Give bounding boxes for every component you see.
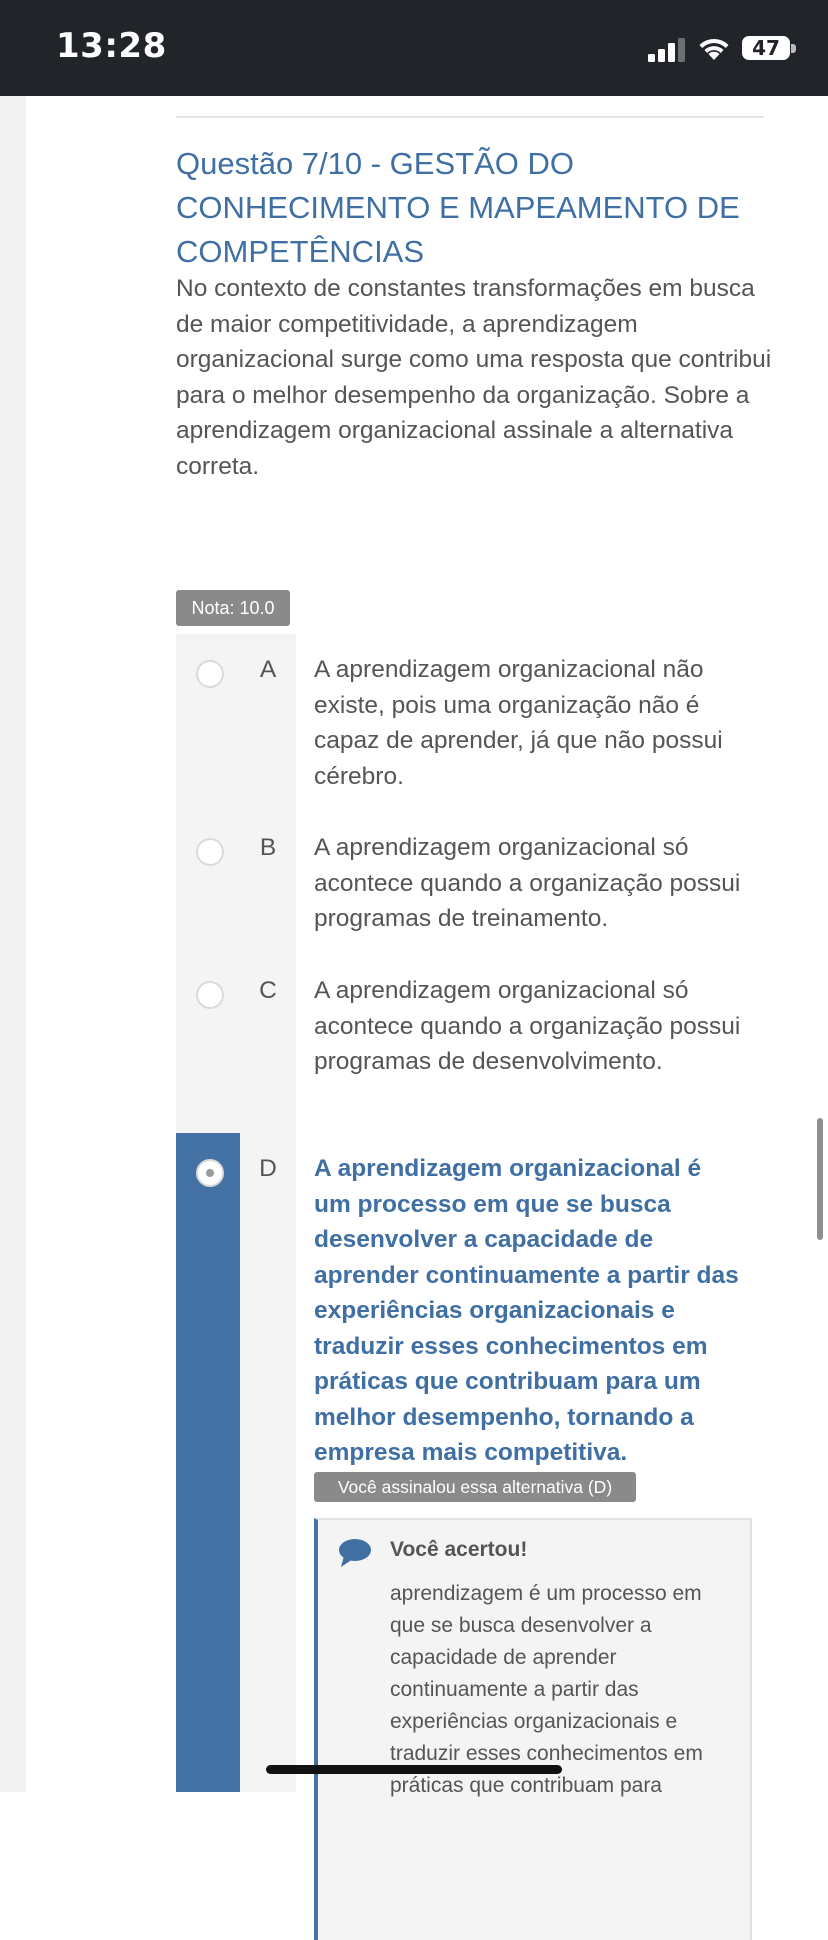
option-b-text: A aprendizagem organizacional só acontece quando a organização possui programas de treinamento. (314, 834, 741, 932)
left-gutter (0, 96, 26, 1792)
question-text: No contexto de constantes transformações em busca de maior competitividade, a aprendizagem organizacional surge como uma resposta que contribui para o melhor desempenho da organização. Sobre a aprendizagem organizacional assinale a alternativa correta. (176, 275, 772, 480)
cellular-signal-icon (648, 38, 688, 62)
option-a-text: A aprendizagem organizacional não existe, pois uma organização não é capaz de aprender, já que não possui cérebro. (314, 656, 723, 790)
question-title: Questão 7/10 - GESTÃO DO CONHECIMENTO E MAPEAMENTO DE COMPETÊNCIAS (176, 146, 740, 269)
battery-tip (791, 44, 796, 53)
option-a-letter: A (259, 656, 277, 683)
feedback-box (314, 1518, 752, 1940)
option-d-radio-column (176, 1133, 240, 1792)
option-d-text: A aprendizagem organizacional é um processo em que se busca desenvolver a capacidade de aprender continuamente a partir das experiências organizacionais e traduzir esses conhecimentos em práticas que contribuam para um melhor desempenho, tornando a empresa mais competitiva. (314, 1155, 739, 1466)
status-time: 13:28 (56, 26, 167, 66)
scrollbar[interactable] (817, 1118, 823, 1240)
option-b-letter: B (259, 834, 277, 861)
option-c[interactable] (176, 955, 764, 1133)
status-bar (0, 0, 828, 96)
option-c-text: A aprendizagem organizacional só acontece quando a organização possui programas de desenvolvimento. (314, 977, 741, 1075)
option-d-radio-dot (206, 1169, 214, 1177)
grade-badge: Nota: 10.0 (176, 590, 290, 626)
feedback-text: aprendizagem é um processo em que se busca desenvolver a capacidade de aprender continuamente a partir das experiências organizacionais e traduzir esses conhecimentos em práticas que contribuam para (390, 1582, 703, 1797)
selected-answer-badge: Você assinalou essa alternativa (D) (314, 1472, 636, 1502)
speech-bubble-icon (338, 1538, 372, 1568)
battery-percentage: 47 (752, 36, 780, 60)
option-a-radio[interactable] (196, 660, 224, 688)
option-c-letter: C (259, 977, 277, 1004)
option-b-radio-column (176, 812, 240, 955)
wifi-icon (696, 34, 732, 62)
option-b[interactable] (176, 812, 764, 955)
option-c-radio[interactable] (196, 981, 224, 1009)
option-d-letter: D (259, 1155, 277, 1182)
option-b-radio[interactable] (196, 838, 224, 866)
divider (176, 116, 764, 118)
option-d-radio[interactable] (196, 1159, 224, 1187)
feedback-title: Você acertou! (390, 1538, 528, 1561)
home-indicator[interactable] (266, 1765, 562, 1774)
answer-options (176, 634, 764, 1797)
option-d-letter-column (240, 1133, 296, 1792)
option-a[interactable] (176, 634, 764, 812)
battery-icon (742, 36, 790, 60)
option-d[interactable] (176, 1133, 764, 1797)
